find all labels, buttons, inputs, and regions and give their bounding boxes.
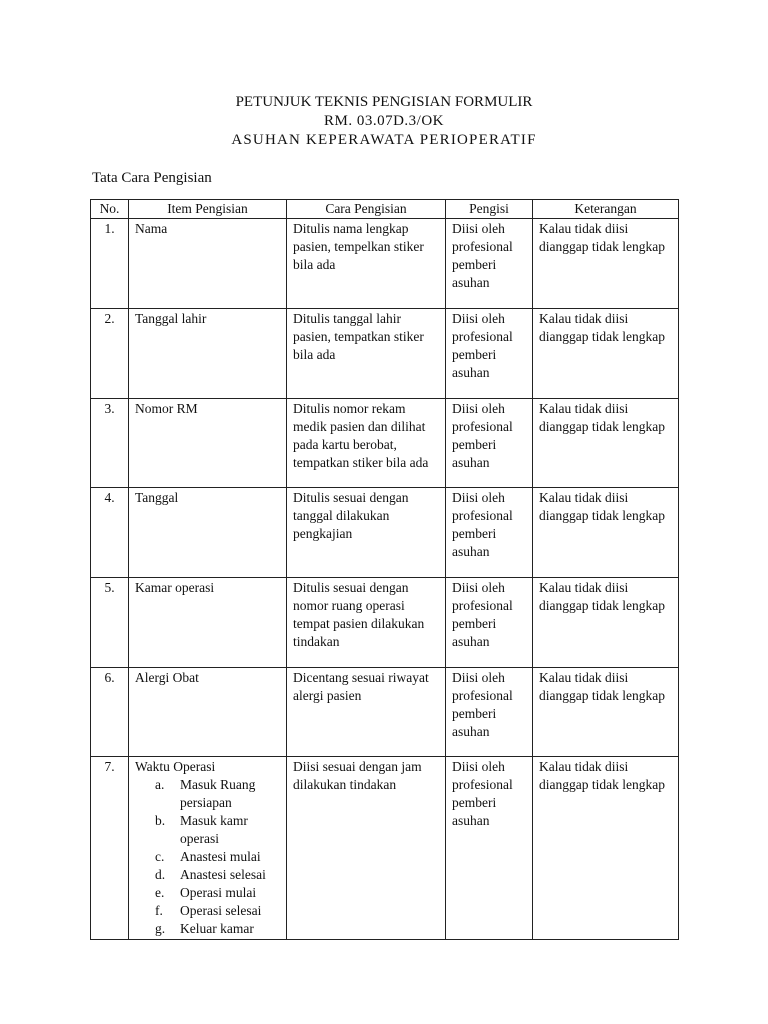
keterangan-cell: Kalau tidak diisi dianggap tidak lengkap xyxy=(533,668,679,757)
item-cell: Nomor RM xyxy=(129,399,287,488)
list-item xyxy=(155,902,280,920)
row-number: 2. xyxy=(91,309,129,399)
cara-cell: Dicentang sesuai riwayat alergi pasien xyxy=(287,668,446,757)
row-number: 4. xyxy=(91,488,129,578)
instructions-table xyxy=(90,199,679,940)
section-title: Tata Cara Pengisian xyxy=(92,170,212,186)
table-row xyxy=(91,488,679,578)
list-item-text: Masuk Ruang persiapan xyxy=(180,777,256,810)
list-item xyxy=(155,920,280,938)
table-row xyxy=(91,309,679,399)
document-title: PETUNJUK TEKNIS PENGISIAN FORMULIR xyxy=(235,94,533,110)
list-item xyxy=(155,866,280,884)
row-number: 1. xyxy=(91,219,129,309)
cara-cell: Ditulis nomor rekam medik pasien dan dilihat pada kartu berobat, tempatkan stiker bila ada xyxy=(287,399,446,488)
form-code: RM. 03.07D.3/OK xyxy=(323,113,444,129)
list-item-text: Keluar kamar xyxy=(180,921,254,936)
list-item-text: Anastesi selesai xyxy=(180,867,266,882)
keterangan-cell: Kalau tidak diisi dianggap tidak lengkap xyxy=(533,399,679,488)
keterangan-cell: Kalau tidak diisi dianggap tidak lengkap xyxy=(533,488,679,578)
item-cell xyxy=(129,757,287,940)
table-row xyxy=(91,668,679,757)
list-marker: a. xyxy=(155,777,165,792)
form-subtitle: ASUHAN KEPERAWATA PERIOPERATIF xyxy=(231,132,537,148)
row-number: 6. xyxy=(91,668,129,757)
pengisi-cell: Diisi oleh profesional pemberi asuhan xyxy=(446,488,533,578)
row-number: 3. xyxy=(91,399,129,488)
cara-cell: Ditulis nama lengkap pasien, tempelkan stiker bila ada xyxy=(287,219,446,309)
item-cell: Tanggal xyxy=(129,488,287,578)
list-item xyxy=(155,848,280,866)
list-marker: g. xyxy=(155,921,166,936)
list-marker: b. xyxy=(155,813,166,828)
pengisi-cell: Diisi oleh profesional pemberi asuhan xyxy=(446,668,533,757)
row-number: 7. xyxy=(91,757,129,940)
cara-cell: Diisi sesuai dengan jam dilakukan tindakan xyxy=(287,757,446,940)
item-label: Waktu Operasi xyxy=(135,759,216,774)
column-header-cara: Cara Pengisian xyxy=(287,200,446,219)
pengisi-cell: Diisi oleh profesional pemberi asuhan xyxy=(446,399,533,488)
table-header-row xyxy=(91,200,679,219)
list-item xyxy=(155,776,280,812)
subitem-list xyxy=(135,776,280,938)
item-cell: Kamar operasi xyxy=(129,578,287,668)
keterangan-cell: Kalau tidak diisi dianggap tidak lengkap xyxy=(533,757,679,940)
cara-cell: Ditulis sesuai dengan nomor ruang operasi tempat pasien dilakukan tindakan xyxy=(287,578,446,668)
cara-cell: Ditulis sesuai dengan tanggal dilakukan pengkajian xyxy=(287,488,446,578)
list-marker: f. xyxy=(155,903,163,918)
list-item-text: Masuk kamr operasi xyxy=(180,813,248,846)
list-marker: c. xyxy=(155,849,165,864)
list-marker: e. xyxy=(155,885,165,900)
pengisi-cell: Diisi oleh profesional pemberi asuhan xyxy=(446,757,533,940)
item-cell: Tanggal lahir xyxy=(129,309,287,399)
cara-cell: Ditulis tanggal lahir pasien, tempatkan stiker bila ada xyxy=(287,309,446,399)
column-header-pengisi: Pengisi xyxy=(446,200,533,219)
keterangan-cell: Kalau tidak diisi dianggap tidak lengkap xyxy=(533,309,679,399)
list-item xyxy=(155,812,280,848)
column-header-item: Item Pengisian xyxy=(129,200,287,219)
table-row xyxy=(91,578,679,668)
list-item xyxy=(155,884,280,902)
table-row xyxy=(91,399,679,488)
keterangan-cell: Kalau tidak diisi dianggap tidak lengkap xyxy=(533,578,679,668)
item-cell: Nama xyxy=(129,219,287,309)
pengisi-cell: Diisi oleh profesional pemberi asuhan xyxy=(446,578,533,668)
pengisi-cell: Diisi oleh profesional pemberi asuhan xyxy=(446,219,533,309)
list-item-text: Operasi selesai xyxy=(180,903,262,918)
list-item-text: Anastesi mulai xyxy=(180,849,261,864)
column-header-keterangan: Keterangan xyxy=(533,200,679,219)
list-marker: d. xyxy=(155,867,166,882)
item-cell: Alergi Obat xyxy=(129,668,287,757)
column-header-no: No. xyxy=(91,200,129,219)
table-row xyxy=(91,219,679,309)
list-item-text: Operasi mulai xyxy=(180,885,257,900)
table-row xyxy=(91,757,679,940)
keterangan-cell: Kalau tidak diisi dianggap tidak lengkap xyxy=(533,219,679,309)
pengisi-cell: Diisi oleh profesional pemberi asuhan xyxy=(446,309,533,399)
row-number: 5. xyxy=(91,578,129,668)
